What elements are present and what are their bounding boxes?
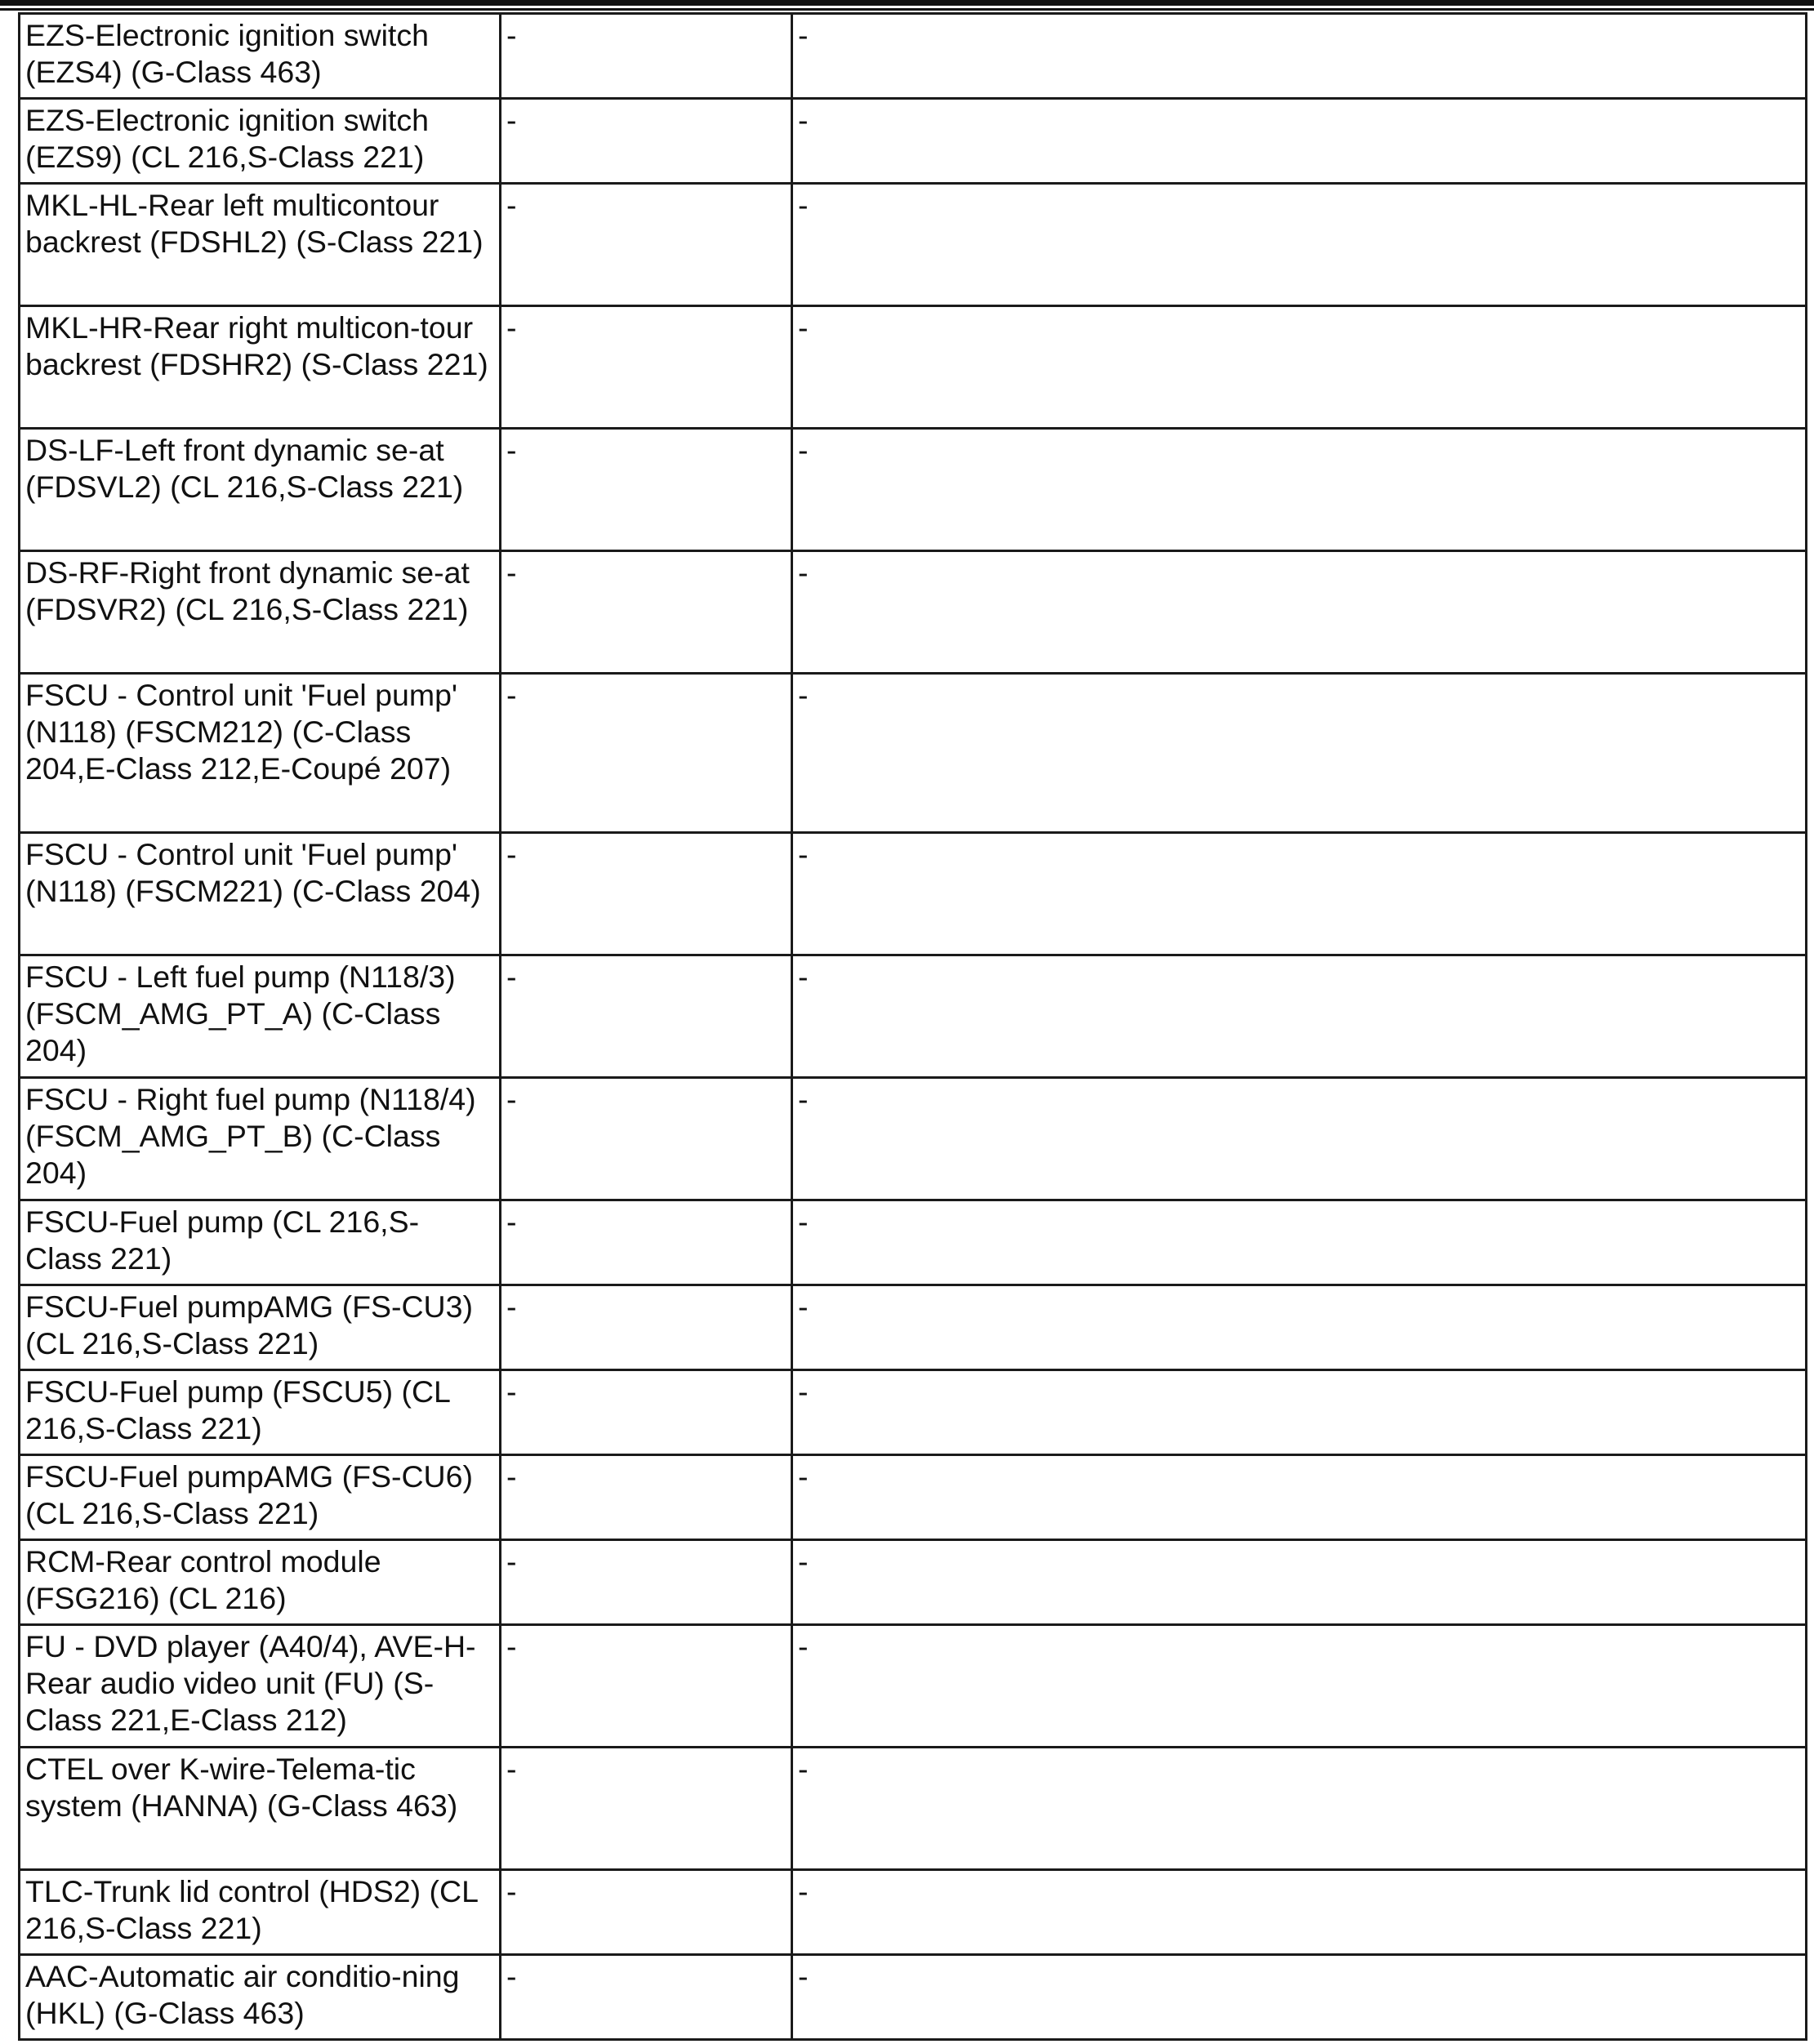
row-col2-value: - [501,14,792,99]
row-col3-value: - [792,1200,1807,1285]
table-row [20,1540,1807,1625]
row-col3-value: - [792,1625,1807,1748]
row-col2-value: - [501,1540,792,1625]
row-description: FSCU-Fuel pump (CL 216,S-Class 221) [20,1200,501,1285]
row-col2-value: - [501,99,792,184]
control-unit-table [18,12,1807,2041]
row-col2-value: - [501,1625,792,1748]
table-row [20,1455,1807,1540]
row-description: MKL-HR-Rear right multicon-tour backrest (FDSHR2) (S-Class 221) [20,306,501,429]
row-col2-value: - [501,429,792,551]
table-row [20,955,1807,1078]
row-col3-value: - [792,551,1807,674]
row-description: AAC-Automatic air conditio-ning (HKL) (G-Class 463) [20,1955,501,2040]
row-description: MKL-HL-Rear left multicontour backrest (FDSHL2) (S-Class 221) [20,184,501,306]
table-row [20,99,1807,184]
table-row [20,429,1807,551]
row-description: CTEL over K-wire-Telema-tic system (HANNA) (G-Class 463) [20,1748,501,1870]
row-col2-value: - [501,1078,792,1200]
table-row [20,14,1807,99]
row-col3-value: - [792,306,1807,429]
row-description: FU - DVD player (A40/4), AVE-H-Rear audio video unit (FU) (S-Class 221,E-Class 212) [20,1625,501,1748]
table-row [20,1200,1807,1285]
table-row [20,1870,1807,1955]
row-col3-value: - [792,1955,1807,2040]
row-col3-value: - [792,955,1807,1078]
row-col3-value: - [792,1078,1807,1200]
row-col2-value: - [501,551,792,674]
row-description: FSCU - Left fuel pump (N118/3) (FSCM_AMG_PT_A) (C-Class 204) [20,955,501,1078]
row-col2-value: - [501,833,792,955]
table-row [20,184,1807,306]
row-col3-value: - [792,674,1807,833]
row-col2-value: - [501,1455,792,1540]
table-row [20,551,1807,674]
top-rule [0,0,1814,6]
row-col3-value: - [792,184,1807,306]
row-description: EZS-Electronic ignition switch (EZS9) (CL 216,S-Class 221) [20,99,501,184]
table-row [20,1625,1807,1748]
row-col2-value: - [501,306,792,429]
row-description: EZS-Electronic ignition switch (EZS4) (G-Class 463) [20,14,501,99]
row-description: TLC-Trunk lid control (HDS2) (CL 216,S-Class 221) [20,1870,501,1955]
row-col3-value: - [792,99,1807,184]
row-description: FSCU-Fuel pumpAMG (FS-CU3) (CL 216,S-Class 221) [20,1285,501,1370]
row-col2-value: - [501,1870,792,1955]
row-col3-value: - [792,429,1807,551]
row-col2-value: - [501,955,792,1078]
row-description: FSCU - Control unit 'Fuel pump' (N118) (FSCM212) (C-Class 204,E-Class 212,E-Coupé 207) [20,674,501,833]
table-row [20,1748,1807,1870]
row-col2-value: - [501,1370,792,1455]
table-row [20,674,1807,833]
row-description: FSCU-Fuel pumpAMG (FS-CU6) (CL 216,S-Class 221) [20,1455,501,1540]
row-col2-value: - [501,1285,792,1370]
row-col3-value: - [792,833,1807,955]
row-col3-value: - [792,1540,1807,1625]
row-col2-value: - [501,1200,792,1285]
table-row [20,1285,1807,1370]
row-col3-value: - [792,1748,1807,1870]
row-col3-value: - [792,1370,1807,1455]
table-row [20,1955,1807,2040]
row-description: FSCU - Control unit 'Fuel pump' (N118) (FSCM221) (C-Class 204) [20,833,501,955]
row-description: DS-RF-Right front dynamic se-at (FDSVR2) (CL 216,S-Class 221) [20,551,501,674]
row-col3-value: - [792,14,1807,99]
row-description: RCM-Rear control module (FSG216) (CL 216) [20,1540,501,1625]
row-col2-value: - [501,674,792,833]
row-col3-value: - [792,1870,1807,1955]
table-row [20,306,1807,429]
row-description: FSCU-Fuel pump (FSCU5) (CL 216,S-Class 221) [20,1370,501,1455]
row-description: DS-LF-Left front dynamic se-at (FDSVL2) (CL 216,S-Class 221) [20,429,501,551]
top-rule-thin [0,8,1814,11]
row-col2-value: - [501,1955,792,2040]
row-col2-value: - [501,184,792,306]
table-row [20,1078,1807,1200]
row-col3-value: - [792,1455,1807,1540]
row-col3-value: - [792,1285,1807,1370]
row-col2-value: - [501,1748,792,1870]
table-row [20,833,1807,955]
table-row [20,1370,1807,1455]
row-description: FSCU - Right fuel pump (N118/4) (FSCM_AMG_PT_B) (C-Class 204) [20,1078,501,1200]
